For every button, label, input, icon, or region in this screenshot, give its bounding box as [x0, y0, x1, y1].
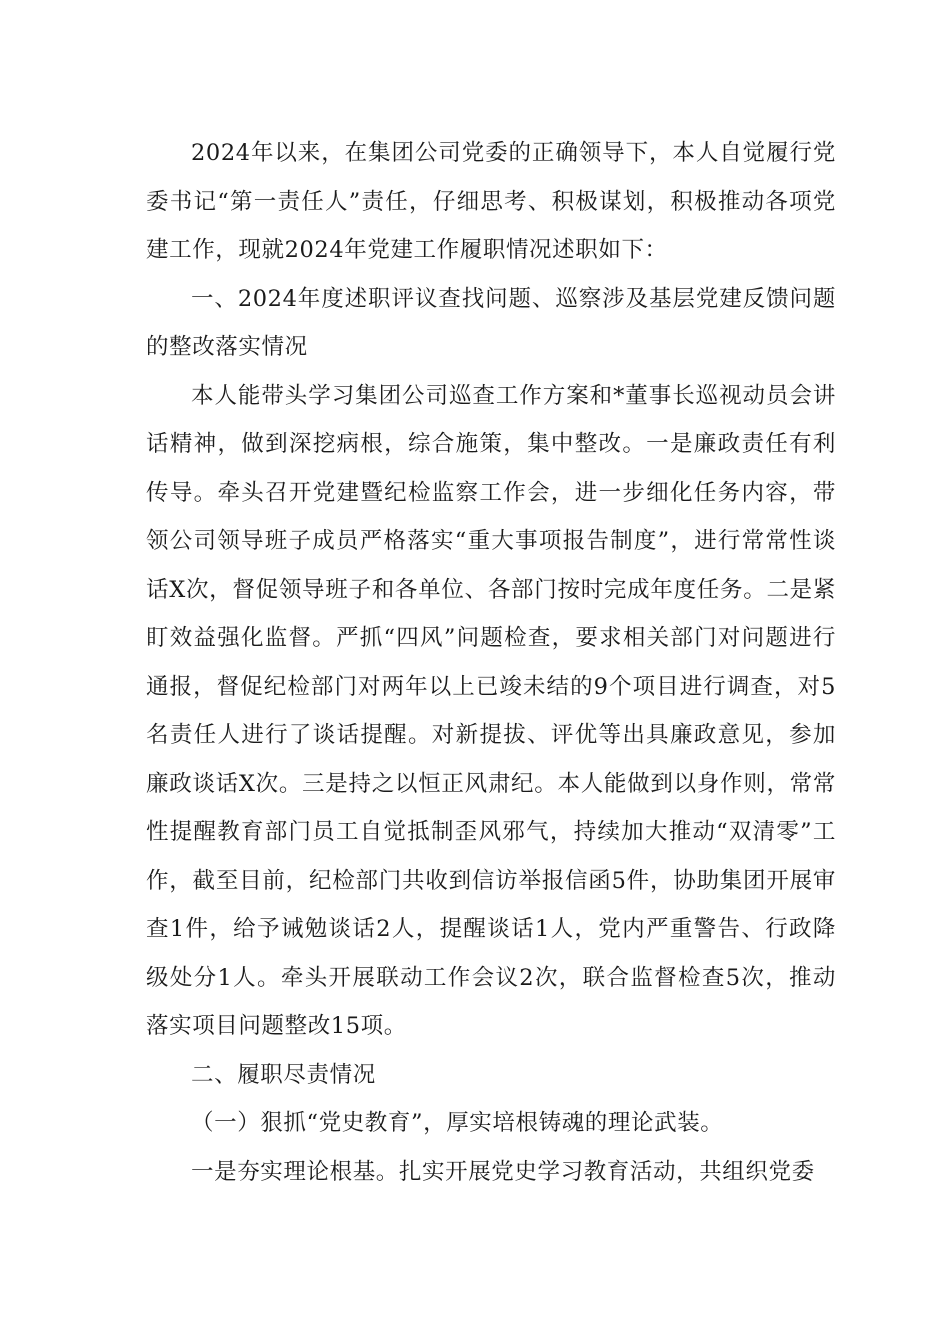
intro-paragraph: 2024年以来，在集团公司党委的正确领导下，本人自觉履行党委书记“第一责任人”责任，仔细思考、积极谋划，积极推动各项党建工作，现就2024年党建工作履职情况述职如下：: [146, 140, 836, 263]
section-1-body: 本人能带头学习集团公司巡查工作方案和*董事长巡视动员会讲话精神，做到深挖病根，综合施策，集中整改。一是廉政责任有利传导。牵头召开党建暨纪检监察工作会，进一步细化任务内容，带领公司领导班子成员严格落实“重大事项报告制度”，进行常常性谈话X次，督促领导班子和各单位、各部门按时完成年度任务。二是紧盯效益强化监督。严抓“四风”问题检查，要求相关部门对问题进行通报，督促纪检部门对两年以上已竣未结的9个项目进行调查，对5名责任人进行了谈话提醒。对新提拔、评优等出具廉政意见，参加廉政谈话X次。三是持之以恒正风肃纪。本人能做到以身作则，常常性提醒教育部门员工自觉抵制歪风邪气，持续加大推动“双清零”工作，截至目前，纪检部门共收到信访举报信函5件，协助集团开展审查1件，给予诫勉谈话2人，提醒谈话1人，党内严重警告、行政降级处分1人。牵头开展联动工作会议2次，联合监督检查5次，推动落实项目问题整改15项。: [146, 382, 836, 1039]
document-body: [146, 129, 836, 1196]
subsection-1-body: 一是夯实理论根基。扎实开展党史学习教育活动，共组织党委: [191, 1158, 815, 1185]
section-heading-1: 一、2024年度述职评议查找问题、巡察涉及基层党建反馈问题的整改落实情况: [146, 285, 836, 360]
section-heading-2: 二、履职尽责情况: [191, 1061, 376, 1088]
subsection-heading-1: （一）狠抓“党史教育”，厚实培根铸魂的理论武装。: [191, 1110, 724, 1136]
